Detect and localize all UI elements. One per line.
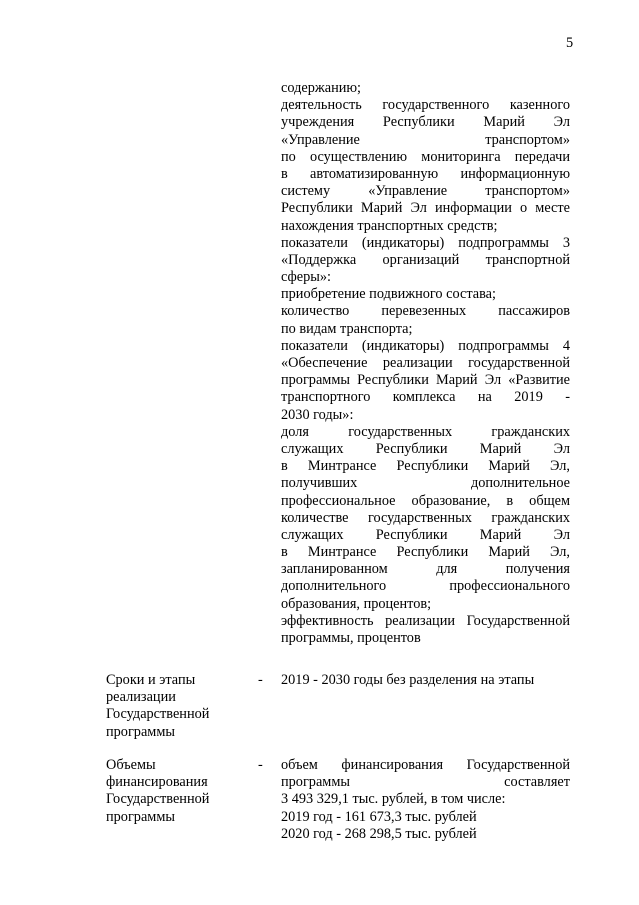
- label-line: финансирования: [106, 774, 208, 791]
- text-line: систему «Управление транспортом»: [281, 183, 570, 200]
- text-line: учреждения Республики Марий Эл: [281, 114, 570, 131]
- label-line: Объемы: [106, 757, 156, 773]
- text-line: служащих Республики Марий Эл: [281, 440, 570, 457]
- text-line: служащих Республики Марий Эл: [281, 526, 570, 543]
- value-line: 3 493 329,1 тыс. рублей, в том числе:: [281, 791, 506, 808]
- text-line: показатели (индикаторы) подпрограммы 3: [281, 234, 570, 251]
- value-line: 2019 - 2030 годы без разделения на этапы: [281, 672, 535, 688]
- label-line: Государственной: [106, 791, 210, 808]
- text-line: дополнительного профессионального: [281, 578, 570, 595]
- continued-indicators-text: [281, 80, 570, 647]
- text-line: программы, процентов: [281, 630, 421, 646]
- text-line: нахождения транспортных средств;: [281, 217, 498, 234]
- text-line: в Минтрансе Республики Марий Эл,: [281, 458, 570, 475]
- text-line: количестве государственных гражданских: [281, 509, 570, 526]
- text-line: деятельность государственного казенного: [281, 97, 570, 114]
- row-dash: -: [258, 672, 263, 688]
- text-line: по осуществлению мониторинга передачи: [281, 148, 570, 165]
- text-line: программы Республики Марий Эл «Развитие: [281, 372, 570, 389]
- page-number: 5: [566, 35, 574, 51]
- label-line: реализации: [106, 689, 176, 706]
- text-line: показатели (индикаторы) подпрограммы 4: [281, 337, 570, 354]
- text-line: в Минтрансе Республики Марий Эл,: [281, 544, 570, 561]
- label-line: программы: [106, 808, 176, 825]
- text-line: 2030 годы»:: [281, 406, 354, 423]
- text-line: профессиональное образование, в общем: [281, 492, 570, 509]
- text-line: по видам транспорта;: [281, 320, 413, 337]
- text-line: «Управление транспортом»: [281, 131, 570, 148]
- text-line: «Обеспечение реализации государственной: [281, 355, 570, 371]
- value-line: 2019 год - 161 673,3 тыс. рублей: [281, 808, 477, 825]
- value-line: 2020 год - 268 298,5 тыс. рублей: [281, 825, 477, 842]
- text-line: доля государственных гражданских: [281, 423, 570, 440]
- row-value-timeline: [281, 672, 570, 689]
- row-value-funding: [281, 757, 570, 843]
- text-line: сферы»:: [281, 269, 332, 286]
- row-label-timeline: [106, 672, 256, 741]
- row-dash: -: [258, 757, 263, 773]
- value-line: программы составляет: [281, 774, 570, 791]
- label-line: Государственной: [106, 706, 210, 723]
- text-line: Республики Марий Эл информации о месте: [281, 200, 570, 217]
- text-line: получивших дополнительное: [281, 475, 570, 492]
- text-line: транспортного комплекса на 2019 -: [281, 389, 570, 406]
- label-line: программы: [106, 723, 176, 740]
- text-line: количество перевезенных пассажиров: [281, 303, 570, 320]
- text-line: содержанию;: [281, 80, 362, 96]
- text-line: «Поддержка организаций транспортной: [281, 251, 570, 268]
- value-line: объем финансирования Государственной: [281, 757, 570, 773]
- text-line: в автоматизированную информационную: [281, 165, 570, 182]
- text-line: приобретение подвижного состава;: [281, 286, 496, 303]
- label-line: Сроки и этапы: [106, 672, 196, 688]
- text-line: запланированном для получения: [281, 561, 570, 578]
- text-line: эффективность реализации Государственной: [281, 612, 570, 629]
- text-line: образования, процентов;: [281, 595, 432, 612]
- row-label-funding: [106, 757, 256, 826]
